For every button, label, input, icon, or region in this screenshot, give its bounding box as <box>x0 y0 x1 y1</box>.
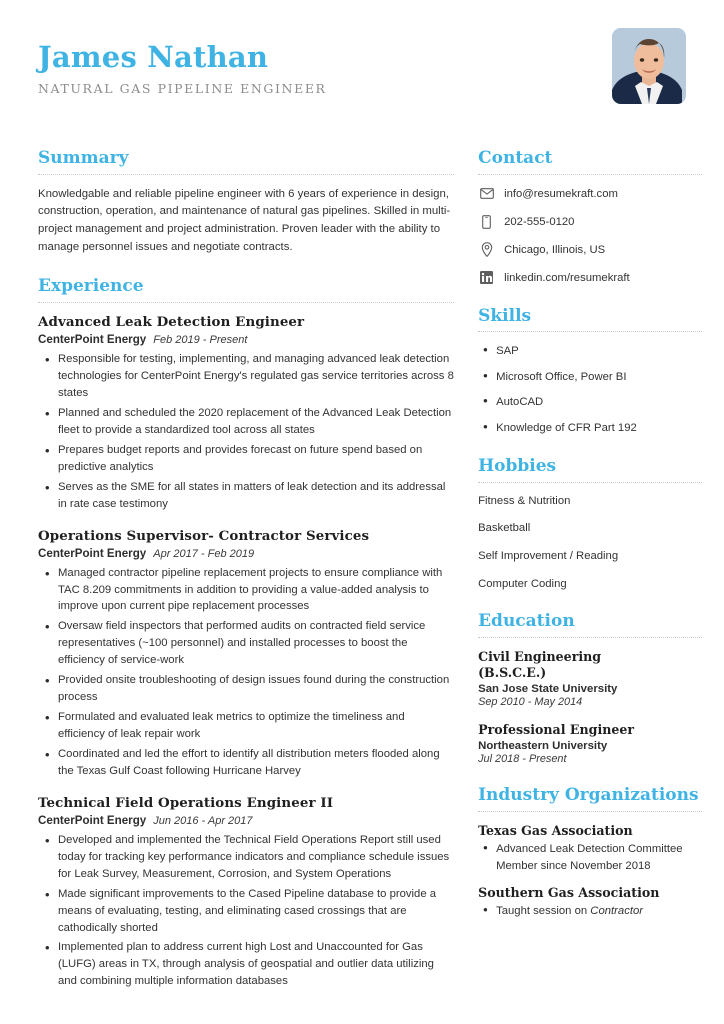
summary-heading: Summary <box>38 148 129 168</box>
linkedin-icon <box>478 270 495 286</box>
skills-heading: Skills <box>478 305 532 326</box>
job-role: Operations Supervisor- Contractor Services <box>38 527 370 544</box>
experience-item <box>38 314 454 512</box>
job-bullet-list <box>38 565 454 780</box>
education-item <box>478 722 702 765</box>
experience-item <box>38 528 454 780</box>
hobbies-heading: Hobbies <box>478 455 557 476</box>
education-school: San Jose State University <box>478 683 618 696</box>
education-list <box>478 649 702 765</box>
candidate-job-title: NATURAL GAS PIPELINE ENGINEER <box>38 80 327 96</box>
contact-item[interactable] <box>478 270 702 286</box>
job-bullet-list <box>38 832 454 990</box>
experience-bullet: • Responsible for testing, implementing, and managing advanced leak detection technologies for CenterPoint Energy's regulated gas service territories across 8 states <box>38 351 454 402</box>
contact-heading: Contact <box>478 148 553 168</box>
divider-dotted <box>478 482 702 483</box>
organization-item <box>478 885 702 919</box>
experience-bullet: • Serves as the SME for all states in matters of leak detection and its addressal in rate case testimony <box>38 479 454 513</box>
job-company: CenterPoint Energy <box>38 546 147 560</box>
education-school: Northeastern University <box>478 740 608 753</box>
hobby-item: Computer Coding <box>478 577 567 590</box>
hobby-item: Basketball <box>478 522 531 535</box>
candidate-name: James Nathan <box>38 40 269 74</box>
organization-bullet-list <box>478 841 702 874</box>
experience-bullet: • Managed contractor pipeline replacement projects to ensure compliance with TAC 8.209 commitments in addition to providing a value-added analysis to improve upon current pipe replacement processes <box>38 565 454 616</box>
organization-bullet-emphasis: Contractor <box>590 904 644 917</box>
experience-list <box>38 314 454 990</box>
section-summary <box>38 148 454 256</box>
location-pin-icon <box>478 242 495 258</box>
experience-bullet: • Implemented plan to address current high Lost and Unaccounted for Gas (LUFG) areas in TX, through analysis of geospatial and outlier data utilizing and combining multiple information databases <box>38 939 454 990</box>
job-meta <box>38 333 454 346</box>
job-company: CenterPoint Energy <box>38 813 147 827</box>
skill-item: • Microsoft Office, Power BI <box>478 369 702 385</box>
section-hobbies <box>478 456 702 591</box>
contact-list <box>478 186 702 286</box>
header-text-block <box>38 28 327 96</box>
divider-dotted <box>478 174 702 175</box>
skill-item: • AutoCAD <box>478 394 702 410</box>
organization-bullet-list <box>478 903 702 919</box>
section-skills <box>478 306 702 436</box>
section-organizations <box>478 785 702 919</box>
education-dates: Jul 2018 - Present <box>478 753 567 766</box>
summary-text: Knowledgable and reliable pipeline engineer with 6 years of experience in design, construction, operation, and maintenance of natural gas pipelines. Skilled in multi-project management and project administration. Proven leader with the ability to manage personnel issues and negotiate contracts. <box>38 187 451 253</box>
organization-name: Texas Gas Association <box>478 823 633 839</box>
contact-value: Chicago, Illinois, US <box>504 243 606 256</box>
contact-value: 202-555-0120 <box>504 215 575 228</box>
organization-bullet: • Advanced Leak Detection Committee Member since November 2018 <box>478 841 702 874</box>
contact-item[interactable] <box>478 242 702 258</box>
section-experience <box>38 276 454 990</box>
experience-bullet: • Prepares budget reports and provides forecast on future spend based on predictive analytics <box>38 442 454 476</box>
experience-bullet: • Made significant improvements to the Cased Pipeline database to provide a means of evaluating, testing, and eliminating cased crossings that are cathodically shorted <box>38 886 454 937</box>
experience-heading: Experience <box>38 276 144 297</box>
job-meta <box>38 547 454 560</box>
experience-bullet: • Provided onsite troubleshooting of design issues found during the construction process <box>38 672 454 706</box>
profile-photo-illustration <box>612 28 686 104</box>
resume-header <box>22 28 702 104</box>
resume-columns <box>22 148 702 1010</box>
divider-dotted <box>38 174 454 175</box>
education-degree: Civil Engineering (B.S.C.E.) <box>478 649 602 681</box>
experience-item <box>38 795 454 990</box>
skills-list <box>478 343 702 436</box>
experience-bullet: • Developed and implemented the Technical Field Operations Report still used today for tracking key performance indicators and compliance schedule issues for Leak Survey, Measurement, Corrosion, and System Operations <box>38 832 454 883</box>
organization-name: Southern Gas Association <box>478 884 660 900</box>
divider-dotted <box>478 811 702 812</box>
education-item <box>478 649 702 708</box>
contact-value: info@resumekraft.com <box>504 187 618 200</box>
mobile-phone-icon <box>478 214 495 230</box>
education-dates: Sep 2010 - May 2014 <box>478 696 583 709</box>
profile-photo <box>612 28 686 104</box>
experience-bullet: • Formulated and evaluated leak metrics to optimize the timeliness and efficiency of leak repair work <box>38 709 454 743</box>
organization-item <box>478 823 702 874</box>
organization-bullet: • Taught session on Contractor <box>478 903 702 919</box>
envelope-icon <box>478 186 495 202</box>
organizations-list <box>478 823 702 919</box>
job-dates: Feb 2019 - Present <box>153 334 248 347</box>
experience-bullet: • Coordinated and led the effort to identify all distribution meters flooded along the Texas Gulf Coast following Hurricane Harvey <box>38 746 454 780</box>
education-heading: Education <box>478 611 575 632</box>
hobby-item: Fitness & Nutrition <box>478 494 571 507</box>
job-dates: Apr 2017 - Feb 2019 <box>153 547 255 560</box>
divider-dotted <box>478 331 702 332</box>
experience-bullet: • Oversaw field inspectors that performed audits on contracted field service representatives (~100 personnel) and installed processes to boost the efficiency of service-work <box>38 618 454 669</box>
skill-item: • SAP <box>478 343 702 359</box>
section-contact <box>478 148 702 286</box>
contact-item[interactable] <box>478 214 702 230</box>
hobbies-list <box>478 494 702 592</box>
job-bullet-list <box>38 351 454 512</box>
section-education <box>478 611 702 765</box>
job-role: Technical Field Operations Engineer II <box>38 794 334 811</box>
experience-bullet: • Planned and scheduled the 2020 replacement of the Advanced Leak Detection fleet to provide a standardized tool across all states <box>38 405 454 439</box>
sidebar-column <box>470 148 702 939</box>
job-dates: Jun 2016 - Apr 2017 <box>153 814 253 827</box>
education-degree: Professional Engineer <box>478 722 635 738</box>
hobby-item: Self Improvement / Reading <box>478 550 619 563</box>
skill-item: • Knowledge of CFR Part 192 <box>478 420 702 436</box>
contact-value: linkedin.com/resumekraft <box>504 271 630 284</box>
contact-item[interactable] <box>478 186 702 202</box>
organizations-heading: Industry Organizations <box>478 785 699 806</box>
job-meta <box>38 814 454 827</box>
divider-dotted <box>478 637 702 638</box>
job-company: CenterPoint Energy <box>38 333 147 347</box>
divider-dotted <box>38 302 454 303</box>
main-column <box>22 148 470 1010</box>
job-role: Advanced Leak Detection Engineer <box>38 314 305 331</box>
